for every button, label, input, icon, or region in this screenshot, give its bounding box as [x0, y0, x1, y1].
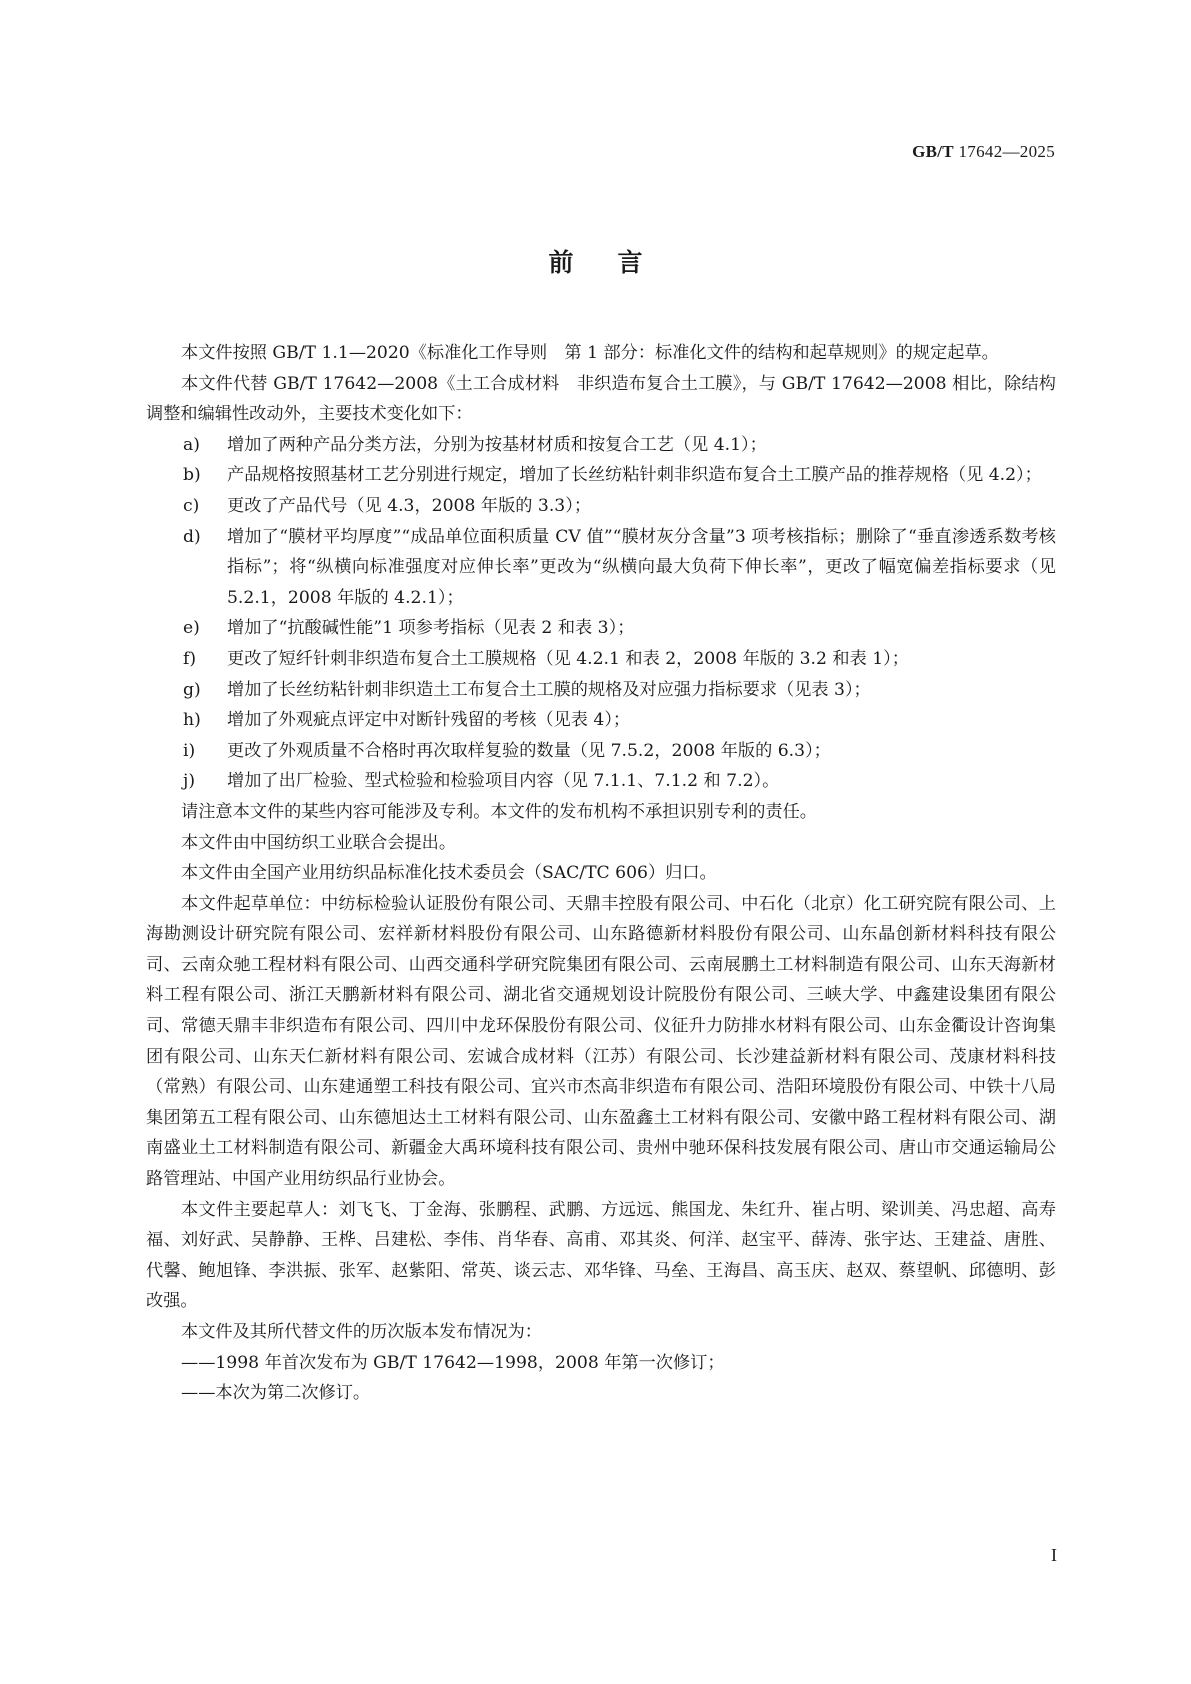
change-item-mark: c): [183, 495, 200, 516]
change-item: [146, 675, 1056, 706]
standard-number: [912, 142, 1055, 162]
paragraph-proposed-by: 本文件由中国纺织工业联合会提出。: [181, 832, 457, 853]
paragraph-drafters: 本文件主要起草人：刘飞飞、丁金海、张鹏程、武鹏、方远远、熊国龙、朱红升、崔占明、梁训美、冯忠超、高寿福、刘好武、吴静静、王桦、吕建松、李伟、肖华春、高甫、邓其炎、何洋、赵宝平、薛涛、张宇达、王建益、唐胜、代馨、鲍旭锋、李洪振、张军、赵紫阳、常英、谈云志、邓华锋、马垒、王海昌、高玉庆、赵双、蔡望帆、邱德明、彭改强。: [146, 1199, 1056, 1312]
standard-prefix: GB/T: [912, 142, 954, 161]
change-item-text: 增加了“膜材平均厚度”“成品单位面积质量 CV 值”“膜材灰分含量”3 项考核指标；删除了“垂直渗透系数考核指标”；将“纵横向标准强度对应伸长率”更改为“纵横向最大负荷下伸长率”，更改了幅宽偏差指标要求（见 5.2.1，2008 年版的 4.2.1）；: [227, 526, 1056, 608]
change-item-text: 增加了外观疵点评定中对断针残留的考核（见表 4）；: [227, 710, 631, 731]
change-item-text: 更改了短纤针刺非织造布复合土工膜规格（见 4.2.1 和表 2，2008 年版的 3.2 和表 1）；: [227, 648, 909, 669]
change-item: [146, 491, 1056, 522]
foreword-body: [146, 338, 1056, 1409]
paragraph-history-intro: 本文件及其所代替文件的历次版本发布情况为：: [181, 1322, 542, 1342]
change-item: [146, 736, 1056, 767]
change-item: [146, 705, 1056, 736]
paragraph-drafting-rules: 本文件按照 GB/T 1.1—2020《标准化工作导则 第 1 部分：标准化文件的结构和起草规则》的规定起草。: [181, 343, 999, 363]
change-item-text: 增加了“抗酸碱性能”1 项参考指标（见表 2 和表 3）；: [227, 618, 635, 639]
change-item-mark: d): [183, 526, 201, 547]
change-item-text: 产品规格按照基材工艺分别进行规定，增加了长丝纺粘针刺非织造布复合土工膜产品的推荐规格（见 4.2）；: [227, 465, 1042, 486]
history-item: ——本次为第二次修订。: [181, 1383, 371, 1404]
change-item: [146, 460, 1056, 491]
change-item: [146, 644, 1056, 675]
paragraph-replacement: 本文件代替 GB/T 17642—2008《土工合成材料 非织造布复合土工膜》，与 GB/T 17642—2008 相比，除结构调整和编辑性改动外，主要技术变化如下：: [146, 373, 1056, 425]
change-item: [146, 430, 1056, 461]
changes-list: [146, 430, 1056, 797]
change-item-text: 更改了产品代号（见 4.3，2008 年版的 3.3）；: [227, 495, 592, 516]
paragraph-centralized-by: 本文件由全国产业用纺织品标准化技术委员会（SAC/TC 606）归口。: [181, 863, 717, 884]
page-number: I: [1051, 1545, 1057, 1565]
page-title: 前言: [548, 248, 687, 277]
change-item-text: 增加了出厂检验、型式检验和检验项目内容（见 7.1.1、7.1.2 和 7.2）。: [227, 771, 780, 792]
change-item-mark: b): [183, 465, 201, 486]
change-item-text: 增加了两种产品分类方法，分别为按基材材质和按复合工艺（见 4.1）；: [227, 434, 767, 455]
change-item-mark: e): [183, 618, 200, 639]
change-item-mark: j): [183, 771, 196, 792]
change-item-mark: a): [183, 434, 200, 455]
change-item-mark: h): [183, 710, 201, 731]
change-item-text: 更改了外观质量不合格时再次取样复验的数量（见 7.5.2，2008 年版的 6.3）；: [227, 740, 831, 761]
change-item: [146, 613, 1056, 644]
change-item: [146, 766, 1056, 797]
history-item: ——1998 年首次发布为 GB/T 17642—1998，2008 年第一次修订；: [181, 1352, 725, 1373]
paragraph-drafting-units: 本文件起草单位：中纺标检验认证股份有限公司、天鼎丰控股有限公司、中石化（北京）化工研究院有限公司、上海勘测设计研究院有限公司、宏祥新材料股份有限公司、山东路德新材料股份有限公司、山东晶创新材料科技有限公司、云南众驰工程材料有限公司、山西交通科学研究院集团有限公司、云南展鹏土工材料制造有限公司、山东天海新材料工程有限公司、浙江天鹏新材料有限公司、湖北省交通规划设计院股份有限公司、三峡大学、中鑫建设集团有限公司、常德天鼎丰非织造布有限公司、四川中龙环保股份有限公司、仪征升力防排水材料有限公司、山东金衢设计咨询集团有限公司、山东天仁新材料有限公司、宏诚合成材料（江苏）有限公司、长沙建益新材料有限公司、茂康材料科技（常熟）有限公司、山东建通塑工科技有限公司、宜兴市杰高非织造布有限公司、浩阳环境股份有限公司、中铁十八局集团第五工程有限公司、山东德旭达土工材料有限公司、山东盈鑫土工材料有限公司、安徽中路工程材料有限公司、湖南盛业土工材料制造有限公司、新疆金大禹环境科技有限公司、贵州中驰环保科技发展有限公司、唐山市交通运输局公路管理站、中国产业用纺织品行业协会。: [146, 893, 1056, 1190]
change-item-mark: g): [183, 679, 201, 700]
change-item-text: 增加了长丝纺粘针刺非织造土工布复合土工膜的规格及对应强力指标要求（见表 3）；: [227, 679, 871, 700]
change-item-mark: i): [183, 740, 196, 761]
change-item-mark: f): [183, 648, 197, 669]
change-item: [146, 522, 1056, 614]
standard-code: 17642—2025: [958, 142, 1055, 161]
paragraph-patent-notice: 请注意本文件的某些内容可能涉及专利。本文件的发布机构不承担识别专利的责任。: [181, 801, 817, 822]
